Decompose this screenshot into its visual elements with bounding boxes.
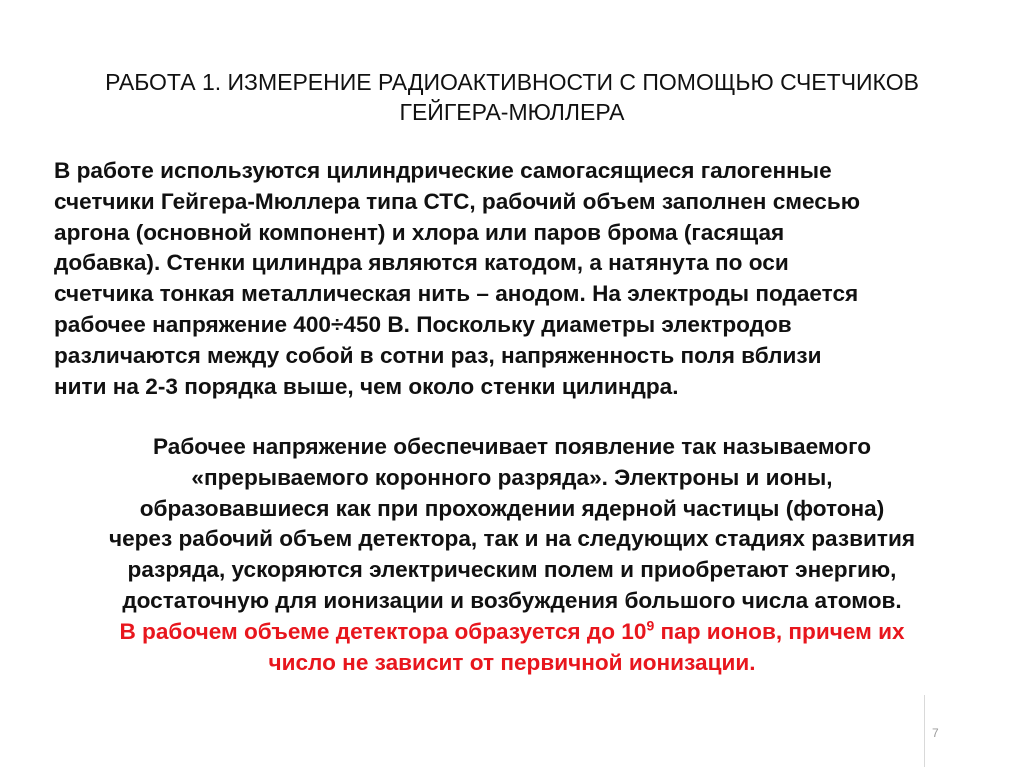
- footer-divider: [924, 695, 925, 767]
- title-line: ГЕЙГЕРА-МЮЛЛЕРА: [399, 99, 625, 125]
- text-line: нити на 2-3 порядка выше, чем около стенки цилиндра.: [54, 373, 679, 399]
- highlight-text-before: В рабочем объеме детектора образуется до 10: [119, 618, 647, 644]
- title-line: РАБОТА 1. ИЗМЕРЕНИЕ РАДИОАКТИВНОСТИ С ПОМОЩЬЮ СЧЕТЧИКОВ: [105, 69, 919, 95]
- highlight-line: число не зависит от первичной ионизации.: [268, 649, 756, 675]
- slide-title: [40, 67, 984, 127]
- text-line: разряда, ускоряются электрическим полем и приобретают энергию,: [127, 557, 897, 583]
- highlight-text-after: пар ионов, причем их: [654, 618, 905, 644]
- text-line: различаются между собой в сотни раз, напряженность поля вблизи: [54, 342, 822, 368]
- paragraph-intro: [54, 156, 984, 402]
- text-line: В работе используются цилиндрические самогасящиеся галогенные: [54, 158, 832, 183]
- text-line: добавка). Стенки цилиндра являются катодом, а натянута по оси: [54, 250, 789, 276]
- text-line: Рабочее напряжение обеспечивает появление так называемого: [153, 434, 871, 459]
- text-line: образовавшиеся как при прохождении ядерной частицы (фотона): [139, 495, 885, 521]
- highlight-exponent: 9: [646, 617, 655, 634]
- text-line: аргона (основной компонент) и хлора или паров брома (гасящая: [54, 219, 785, 245]
- text-line: счетчика тонкая металлическая нить – анодом. На электроды подается: [54, 281, 859, 307]
- text-line: через рабочий объем детектора, так и на следующих стадиях развития: [108, 526, 916, 552]
- text-line: рабочее напряжение 400÷450 В. Поскольку диаметры электродов: [54, 311, 792, 337]
- page-number: 7: [932, 726, 939, 740]
- highlight-line: [28, 617, 996, 648]
- paragraph-discharge: [28, 432, 996, 678]
- text-line: достаточную для ионизации и возбуждения большого числа атомов.: [122, 587, 902, 613]
- text-line: счетчики Гейгера-Мюллера типа СТС, рабочий объем заполнен смесью: [54, 188, 861, 214]
- text-line: «прерываемого коронного разряда». Электроны и ионы,: [191, 464, 833, 490]
